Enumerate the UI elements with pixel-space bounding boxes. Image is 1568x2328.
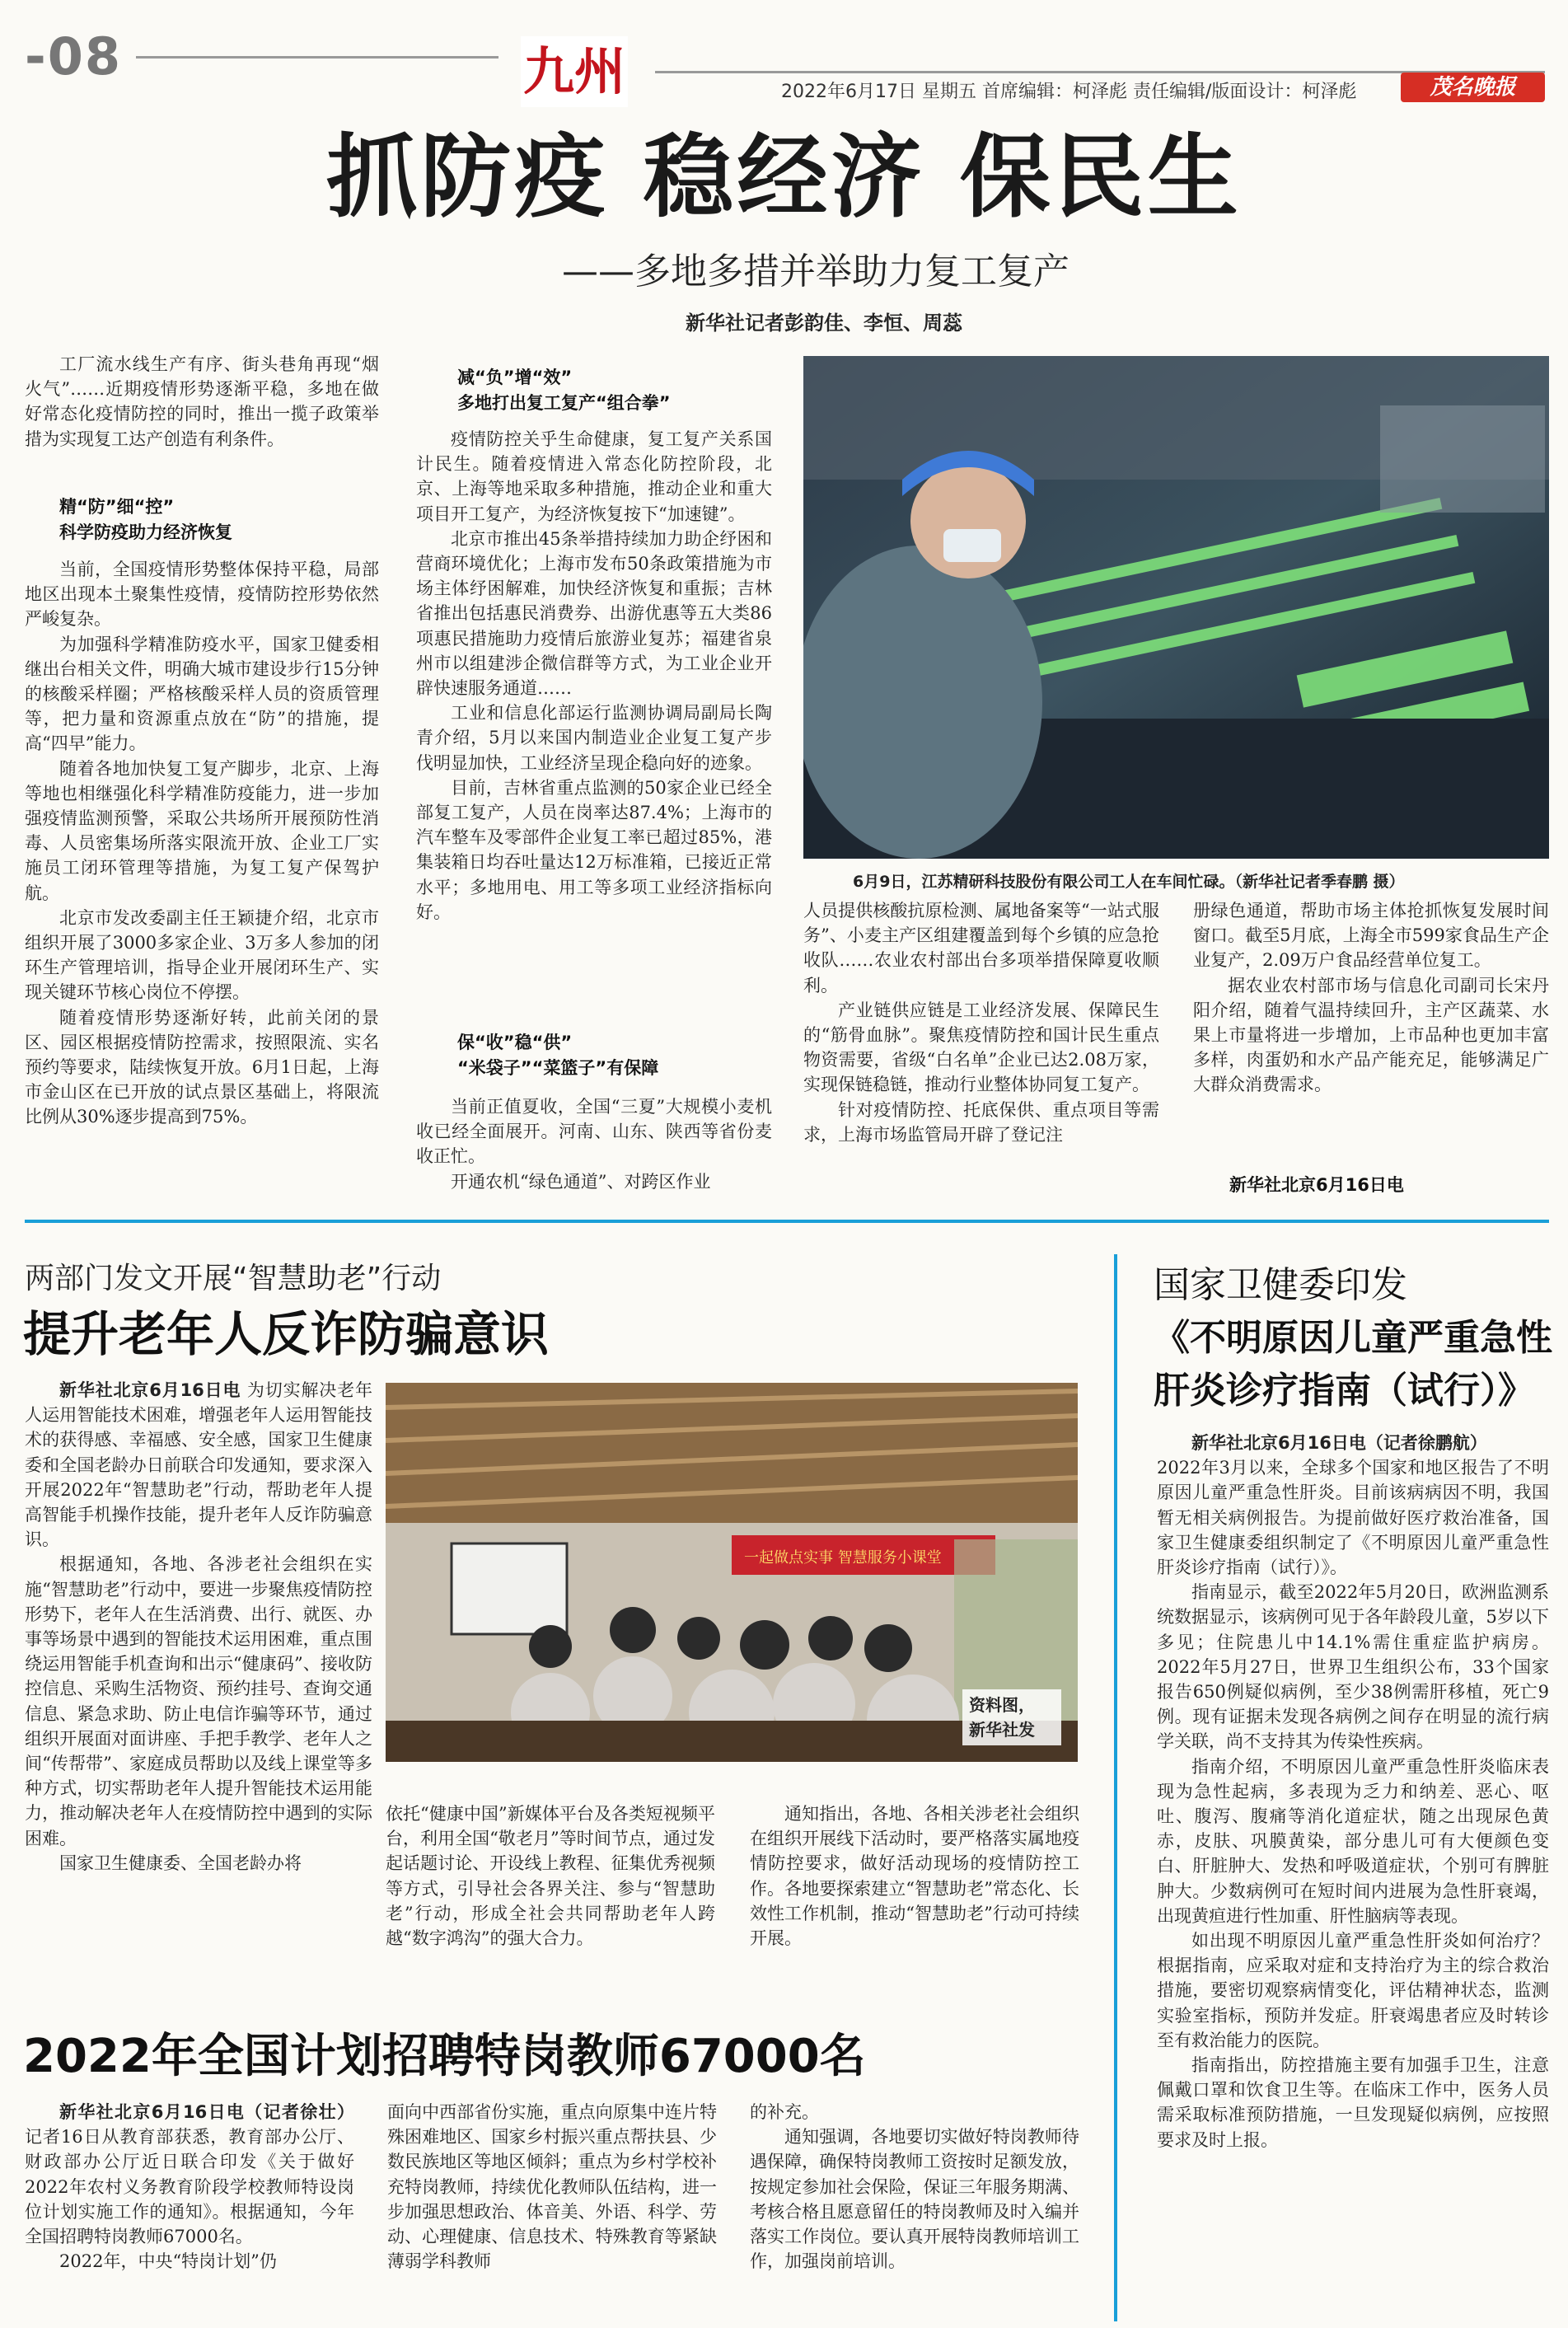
- factory-photo: [803, 356, 1549, 859]
- title-line: 《不明原因儿童严重急性: [1154, 1317, 1552, 1359]
- caption-line: 新华社发: [969, 1720, 1035, 1740]
- paragraph: 面向中西部省份实施，重点向原集中连片特殊困难地区、国家乡村振兴重点帮扶县、少数民族地区等地区倾斜；重点为乡村学校补充特岗教师，持续优化教师队伍结构，进一步加强思想政治、体音美、外语、科学、劳动、心理健康、信息技术、特殊教育等紧缺薄弱学科教师: [387, 2102, 717, 2272]
- article2-title: 提升老年人反诈防骗意识: [23, 1306, 550, 1362]
- article4-title: 2022年全国计划招聘特岗教师67000名: [23, 2030, 866, 2083]
- lead-col2-body: [416, 427, 772, 925]
- subhead-line: 减“负”增“效”: [457, 368, 573, 387]
- subhead-line: 精“防”细“控”: [59, 497, 175, 517]
- paragraph: 册绿色通道，帮助市场主体抢抓恢复发展时间窗口。截至5月底，上海全市599家食品生产企业复产，2.09万户食品经营单位复工。: [1193, 901, 1549, 971]
- header-info: 2022年6月17日 星期五 首席编辑：柯泽彪 责任编辑/版面设计：柯泽彪: [781, 82, 1357, 102]
- paragraph: 根据通知，各地、各涉老社会组织在实施“智慧助老”行动中，要进一步聚焦疫情防控形势下，老年人在生活消费、出行、就医、办事等场景中遇到的智能技术运用困难，重点围绕运用智能手机查询和出示“健康码”、接收防控信息、采购生活物资、预约挂号、查询交通信息、紧急求助、防止电信诈骗等环节，通过组织开展面对面讲座、手把手教学、老年人之间“传帮带”、家庭成员帮助以及线上课堂等多种方式，切实帮助老年人提升智能技术运用能力，推动解决老年人在疫情防控中遇到的实际困难。: [25, 1554, 372, 1848]
- article2-col1: [25, 1378, 372, 1876]
- lead-col1-intro: [25, 352, 379, 452]
- page-number-value: 08: [47, 26, 123, 87]
- paragraph: [1157, 1431, 1549, 1455]
- page-number: -08: [25, 26, 123, 87]
- article3-body: [1157, 1431, 1549, 2152]
- lead-subhead-1: [59, 494, 381, 546]
- paragraph: 指南显示，截至2022年5月20日，欧洲监测系统数据显示，该病例可见于各年龄段儿童，5岁以下多见；住院患儿中14.1%需住重症监护病房。2022年5月27日，世界卫生组织公布，33个国家报告650例疑似病例，至少38例需肝移植，死亡9例。现有证据未发现各病例之间存在明显的流行病学关联，尚不支持其为传染性疾病。: [1157, 1582, 1549, 1752]
- factory-photo-caption: 6月9日，江苏精研科技股份有限公司工人在车间忙碌。（新华社记者季春鹏 摄）: [853, 873, 1405, 891]
- seminar-photo: [386, 1383, 1078, 1762]
- photo-banner-text: 一起做点实事 智慧服务小课堂: [744, 1549, 942, 1567]
- seminar-photo-caption: [962, 1689, 1061, 1745]
- paragraph: 通知指出，各地、各相关涉老社会组织在组织开展线下活动时，要严格落实属地疫情防控要求，做好活动现场的疫情防控工作。各地要探索建立“智慧助老”常态化、长效性工作机制，推动“智慧助老”行动可持续开展。: [750, 1804, 1079, 1949]
- article4-col3: [750, 2100, 1079, 2274]
- factory-photo-art: [803, 356, 1549, 859]
- paragraph: [25, 2100, 354, 2249]
- column-divider: [1114, 1254, 1117, 2321]
- header-rule-left: [136, 56, 498, 59]
- lead-col2-body-b: [416, 1094, 772, 1194]
- paragraph: 当前，全国疫情形势整体保持平稳，局部地区出现本土聚集性疫情，疫情防控形势依然严峻复杂。: [25, 560, 379, 630]
- article4-col1: [25, 2100, 354, 2274]
- article3-kicker: 国家卫健委印发: [1154, 1264, 1407, 1306]
- dateline-bold: 新华社北京6月16日电（记者徐壮）: [59, 2102, 354, 2122]
- article4-col2: [387, 2100, 717, 2274]
- paragraph: 2022年，中央“特岗计划”仍: [59, 2251, 277, 2272]
- paragraph: [25, 1378, 372, 1552]
- logo-text: 茂名晚报: [1430, 75, 1516, 100]
- paragraph: 人员提供核酸抗原检测、属地备案等“一站式服务”、小麦主产区组建覆盖到每个乡镇的应急抢收队……农业农村部出台多项举措保障夏收顺利。: [803, 901, 1159, 995]
- dateline-bold: 新华社北京6月16日电（记者徐鹏航）: [1191, 1433, 1487, 1453]
- caption-line: 资料图，: [969, 1695, 1035, 1715]
- subhead-line: 科学防疫助力经济恢复: [59, 522, 232, 542]
- paragraph: 当前正值夏收，全国“三夏”大规模小麦机收已经全面展开。河南、山东、陕西等省份麦收正忙。: [416, 1097, 772, 1167]
- paragraph: 产业链供应链是工业经济发展、保障民生的“筋骨血脉”。聚焦疫情防控和国计民生重点物资需要，省级“白名单”企业已达2.08万家，实现保链稳链，推动行业整体协同复工复产。: [803, 1000, 1159, 1095]
- section-title: 九州: [521, 36, 628, 107]
- paragraph: 的补充。: [750, 2102, 819, 2122]
- paragraph: 指南介绍，不明原因儿童严重急性肝炎临床表现为急性起病，多表现为乏力和纳差、恶心、呕吐、腹泻、腹痛等消化道症状，随之出现尿色黄赤，皮肤、巩膜黄染，部分患儿可有大便颜色变白、肝脏肿大、发热和呼吸道症状，个别可有脾脏肿大。少数病例可在短时间内进展为急性肝衰竭，出现黄疸进行性加重、肝性脑病等表现。: [1157, 1756, 1549, 1926]
- dateline-bold: 新华社北京6月16日电: [59, 1380, 241, 1400]
- lead-byline: 新华社记者彭韵佳、李恒、周蕊: [686, 311, 962, 335]
- paragraph: 随着各地加快复工复产脚步，北京、上海等地也相继强化科学精准防疫能力，进一步加强疫情监测预警，采取公共场所开展预防性消毒、人员密集场所落实限流开放、企业工厂实施员工闭环管理等措施，为复工复产保驾护航。: [25, 758, 379, 903]
- paragraph: 指南指出，防控措施主要有加强手卫生，注意佩戴口罩和饮食卫生等。在临床工作中，医务人员需采取标准预防措施，一旦发现疑似病例，应按照要求及时上报。: [1157, 2055, 1549, 2150]
- paragraph: 随着疫情形势逐渐好转，此前关闭的景区、园区根据疫情防控需求，按照限流、实名预约等要求，陆续恢复开放。6月1日起，上海市金山区在已开放的试点景区基础上，将限流比例从30%逐步提高到75%。: [25, 1007, 379, 1127]
- paragraph: 如出现不明原因儿童严重急性肝炎如何治疗？根据指南，应采取对症和支持治疗为主的综合救治措施，要密切观察病情变化，评估精神状态，监测实验室指标，预防并发症。肝衰竭患者应及时转诊至有救治能力的医院。: [1157, 1931, 1549, 2050]
- subhead-line: “米袋子”“菜篮子”有保障: [457, 1058, 659, 1078]
- section-divider: [25, 1220, 1549, 1223]
- article2-col2: [386, 1801, 715, 1951]
- paragraph: 针对疫情防控、托底保供、重点项目等需求，上海市场监管局开辟了登记注: [803, 1099, 1159, 1145]
- paragraph-text: 记者16日从教育部获悉，教育部办公厅、财政部办公厅近日联合印发《关于做好2022年农村义务教育阶段学校教师特设岗位计划实施工作的通知》。根据通知，今年全国招聘特岗教师67000名。: [25, 2127, 354, 2247]
- article2-col3: [750, 1801, 1079, 1951]
- paragraph: 工业和信息化部运行监测协调局副局长陶青介绍，5月以来国内制造业企业复工复产步伐明显加快，工业经济呈现企稳向好的迹象。: [416, 703, 772, 773]
- lead-col4-body: [1193, 898, 1549, 1098]
- paragraph: 2022年3月以来，全球多个国家和地区报告了不明原因儿童严重急性肝炎。目前该病病因不明，我国暂无相关病例报告。为提前做好医疗救治准备，国家卫生健康委组织制定了《不明原因儿童严重急性肝炎诊疗指南（试行）》。: [1157, 1458, 1549, 1578]
- paragraph-text: 为切实解决老年人运用智能技术困难，增强老年人运用智能技术的获得感、幸福感、安全感，国家卫生健康委和全国老龄办日前联合印发通知，要求深入开展2022年“智慧助老”行动，帮助老年人提高智能手机操作技能，提升老年人反诈防骗意识。: [25, 1380, 372, 1550]
- paragraph: 依托“健康中国”新媒体平台及各类短视频平台，利用全国“敬老月”等时间节点，通过发起话题讨论、开设线上教程、征集优秀视频等方式，引导社会各界关注、参与“智慧助老”行动，形成全社会共同帮助老年人跨越“数字鸿沟”的强大合力。: [386, 1804, 715, 1949]
- paragraph: 工厂流水线生产有序、街头巷角再现“烟火气”……近期疫情形势逐渐平稳，多地在做好常态化疫情防控的同时，推出一揽子政策举措为实现复工达产创造有利条件。: [25, 354, 379, 449]
- page-header: [0, 0, 1568, 107]
- article3-title: [1154, 1312, 1552, 1417]
- paragraph: 国家卫生健康委、全国老龄办将: [59, 1853, 302, 1873]
- paragraph: 通知强调，各地要切实做好特岗教师待遇保障，确保特岗教师工资按时足额发放，按规定参加社会保险，保证三年服务期满、考核合格且愿意留任的特岗教师及时入编并落实工作岗位。要认真开展特岗教师培训工作，加强岗前培训。: [750, 2127, 1079, 2272]
- article2-kicker: 两部门发文开展“智慧助老”行动: [25, 1262, 442, 1295]
- paragraph: 疫情防控关乎生命健康，复工复产关系国计民生。随着疫情进入常态化防控阶段，北京、上海等地采取多种措施，推动企业和重大项目开工复产，为经济恢复按下“加速键”。: [416, 429, 772, 524]
- newspaper-logo: [1401, 73, 1545, 102]
- paragraph: 目前，吉林省重点监测的50家企业已经全部复工复产，人员在岗率达87.4%；上海市的汽车整车及零部件企业复工率已超过85%，港集装箱日均吞吐量达12万标准箱，已接近正常水平；多地用电、用工等多项工业经济指标向好。: [416, 777, 772, 922]
- paragraph: 据农业农村部市场与信息化司副司长宋丹阳介绍，随着气温持续回升，主产区蔬菜、水果上市量将进一步增加，上市品种也更加丰富多样，肉蛋奶和水产品产能充足，能够满足广大群众消费需求。: [1193, 975, 1549, 1095]
- paragraph: 开通农机“绿色通道”、对跨区作业: [451, 1171, 711, 1192]
- paragraph: 北京市发改委副主任王颖捷介绍，北京市组织开展了3000多家企业、3万多人参加的闭环生产管理培训，指导企业开展闭环生产、实现关键环节核心岗位不停摆。: [25, 907, 379, 1003]
- subhead-line: 多地打出复工复产“组合拳”: [457, 393, 671, 413]
- lead-col1-body: [25, 557, 379, 1130]
- subhead-line: 保“收”稳“供”: [457, 1033, 573, 1052]
- paragraph: 北京市推出45条举措持续加力助企纾困和营商环境优化；上海市发布50条政策措施为市场主体纾困解难，加快经济恢复和重振；吉林省推出包括惠民消费券、出游优惠等五大类86项惠民措施助力疫情后旅游业复苏；福建省泉州市以组建涉企微信群等方式，为工业企业开辟快速服务通道……: [416, 528, 772, 699]
- lead-headline: 抓防疫 稳经济 保民生: [326, 124, 1242, 230]
- paragraph: 为加强科学精准防疫水平，国家卫健委相继出台相关文件，明确大城市建设步行15分钟的核酸采样圈；严格核酸采样人员的资质管理等，把力量和资源重点放在“防”的措施，提高“四早”能力。: [25, 634, 379, 754]
- lead-subhead-3: [457, 1030, 787, 1081]
- lead-subhead-2: [457, 365, 787, 416]
- title-line: 肝炎诊疗指南（试行）》: [1154, 1370, 1534, 1412]
- lead-subtitle: ——多地多措并举助力复工复产: [562, 251, 1070, 293]
- lead-dateline: 新华社北京6月16日电: [1229, 1175, 1404, 1195]
- lead-col3-body: [803, 898, 1159, 1147]
